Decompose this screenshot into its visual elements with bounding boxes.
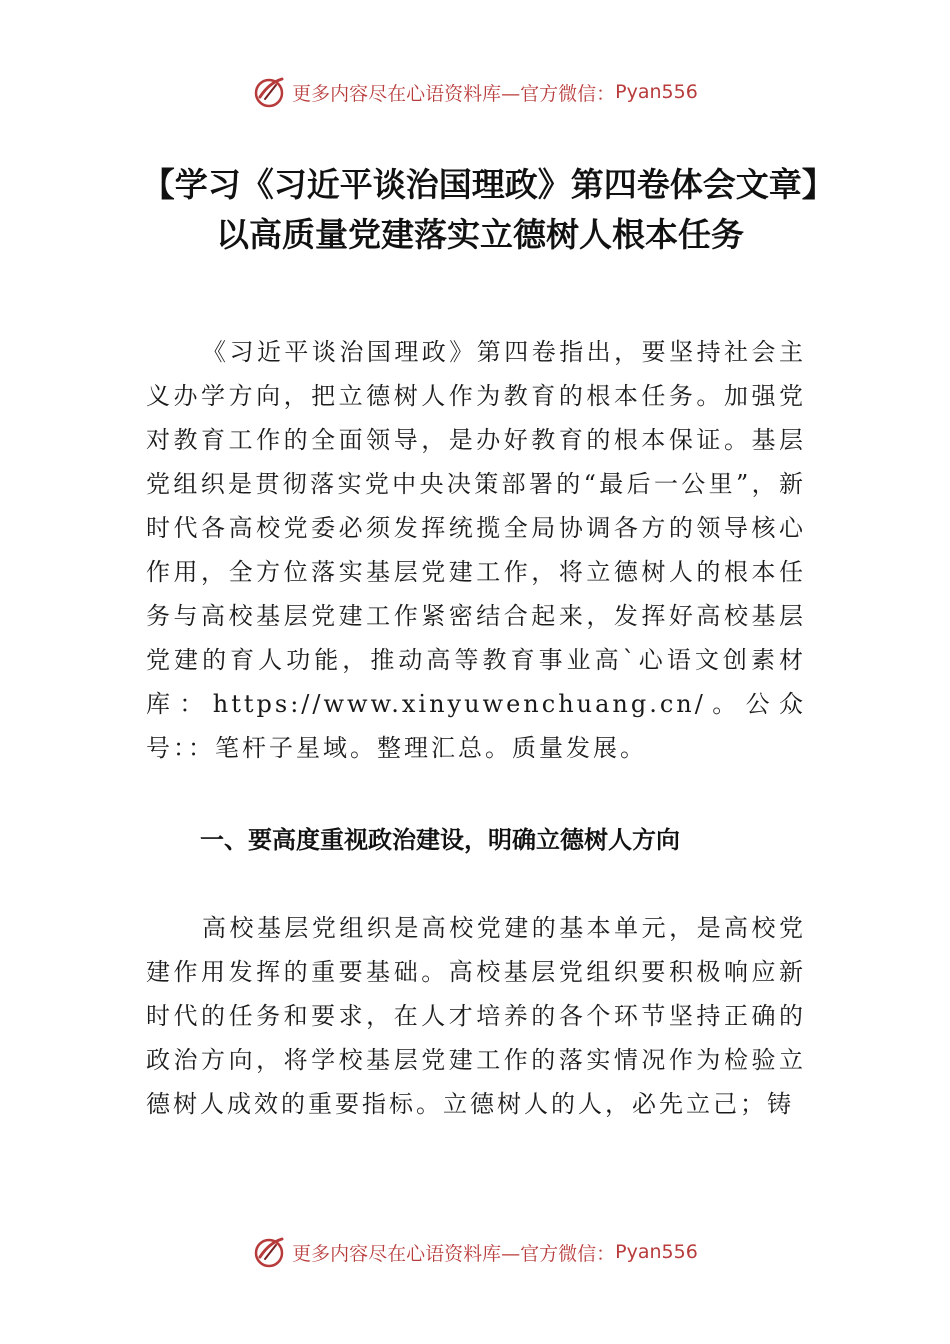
header-banner [0,72,950,112]
banner-handle: Pyan556 [615,81,698,103]
footer-banner [0,1232,950,1272]
banner-text: 更多内容尽在心语资料库—官方微信： [292,1242,616,1265]
paragraph-2: 高校基层党组织是高校党建的基本单元，是高校党建作用发挥的重要基础。高校基层党组织要积极响应新时代的任务和要求，在人才培养的各个环节坚持正确的政治方向，将学校基层党建工作的落实情况作为检验立德树人成效的重要指标。立德树人的人，必先立己；铸 [146,914,806,1118]
banner-handle: Pyan556 [615,1241,698,1263]
logo-icon [252,1235,286,1269]
logo-icon [252,75,286,109]
banner-text: 更多内容尽在心语资料库—官方微信： [292,82,616,105]
section-heading: 一、要高度重视政治建设，明确立德树人方向 [200,826,680,854]
document-title: 【学习《习近平谈治国理政》第四卷体会文章】以高质量党建落实立德树人根本任务 [141,165,819,254]
paragraph-1: 《习近平谈治国理政》第四卷指出，要坚持社会主义办学方向，把立德树人作为教育的根本任务。加强党对教育工作的全面领导，是办好教育的根本保证。基层党组织是贯彻落实党中央决策部署的“最后一公里”，新时代各高校党委必须发挥统揽全局协调各方的领导核心作用，全方位落实基层党建工作，将立德树人的根本任务与高校基层党建工作紧密结合起来，发挥好高校基层党建的育人功能，推动高等教育事业高`心语文创素材库：https://www.xinyuwenchuang.cn/。公众号：：笔杆子星域。整理汇总。质量发展。 [146,338,806,762]
